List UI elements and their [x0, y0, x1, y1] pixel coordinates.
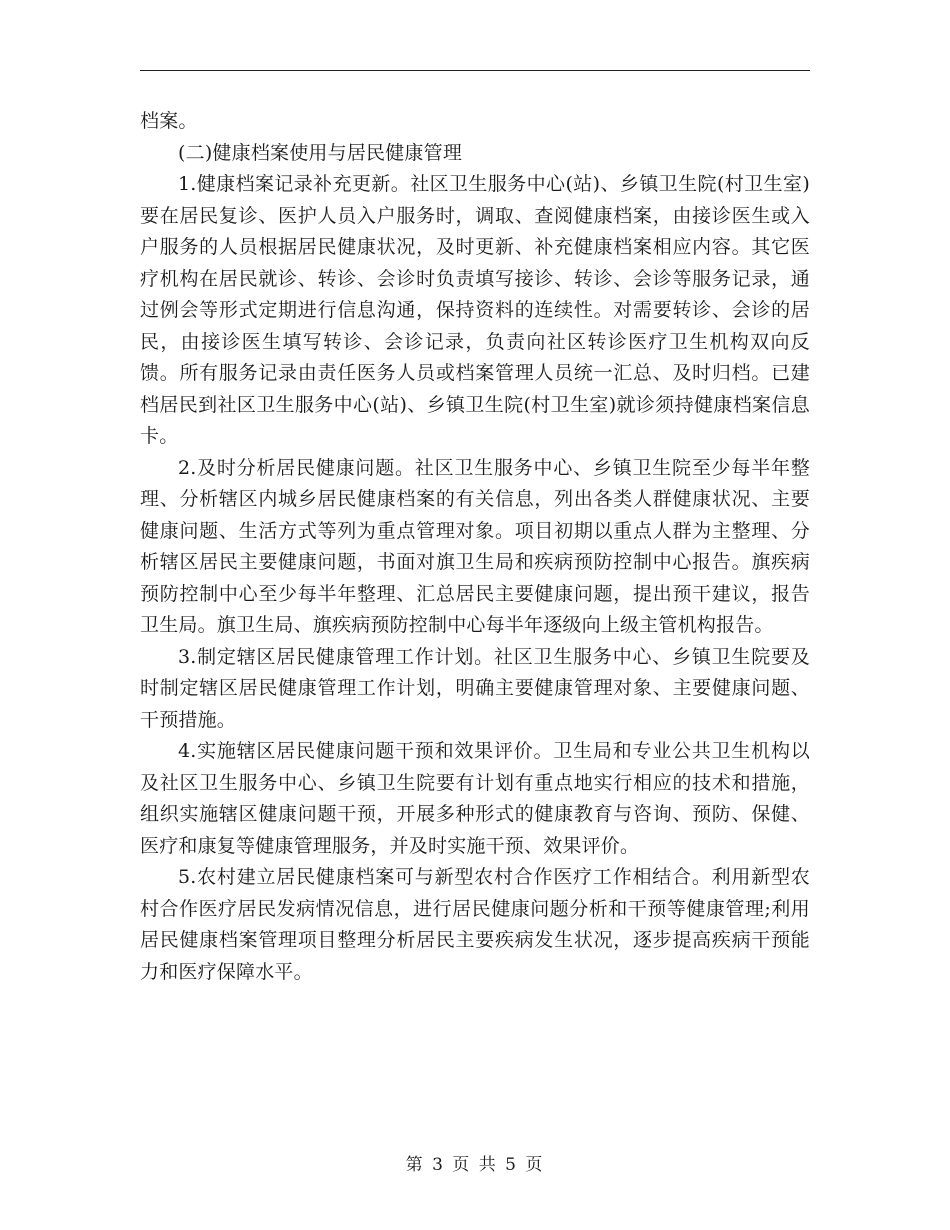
page-number-label: 第 3 页 共 5 页 — [405, 1155, 545, 1175]
paragraph-1: 1.健康档案记录补充更新。社区卫生服务中心(站)、乡镇卫生院(村卫生室)要在居民复诊、医护人员入户服务时，调取、查阅健康档案，由接诊医生或入户服务的人员根据居民健康状况，及时更新、补充健康档案相应内容。其它医疗机构在居民就诊、转诊、会诊时负责填写接诊、转诊、会诊等服务记录，通过例会等形式定期进行信息沟通，保持资料的连续性。对需要转诊、会诊的居民，由接诊医生填写转诊、会诊记录，负责向社区转诊医疗卫生机构双向反馈。所有服务记录由责任医务人员或档案管理人员统一汇总、及时归档。已建档居民到社区卫生服务中心(站)、乡镇卫生院(村卫生室)就诊须持健康档案信息卡。 — [140, 173, 810, 447]
paragraph-3: 3.制定辖区居民健康管理工作计划。社区卫生服务中心、乡镇卫生院要及时制定辖区居民健康管理工作计划，明确主要健康管理对象、主要健康问题、干预措施。 — [140, 645, 810, 731]
section-heading: (二)健康档案使用与居民健康管理 — [178, 141, 463, 164]
paragraph-5: 5.农村建立居民健康档案可与新型农村合作医疗工作相结合。利用新型农村合作医疗居民发病情况信息，进行居民健康问题分析和干预等健康管理;利用居民健康档案管理项目整理分析居民主要疾病发生状况，逐步提高疾病干预能力和医疗保障水平。 — [140, 866, 810, 983]
page-footer — [0, 1150, 950, 1175]
continued-text: 档案。 — [140, 110, 198, 132]
document-body — [140, 106, 810, 988]
paragraph-4: 4.实施辖区居民健康问题干预和效果评价。卫生局和专业公共卫生机构以及社区卫生服务中心、乡镇卫生院要有计划有重点地实行相应的技术和措施，组织实施辖区健康问题干预，开展多种形式的健康教育与咨询、预防、保健、医疗和康复等健康管理服务，并及时实施干预、效果评价。 — [140, 740, 810, 857]
header-rule — [140, 70, 810, 71]
paragraph-2: 2.及时分析居民健康问题。社区卫生服务中心、乡镇卫生院至少每半年整理、分析辖区内城乡居民健康档案的有关信息，列出各类人群健康状况、主要健康问题、生活方式等列为重点管理对象。项目初期以重点人群为主整理、分析辖区居民主要健康问题，书面对旗卫生局和疾病预防控制中心报告。旗疾病预防控制中心至少每半年整理、汇总居民主要健康问题，提出预干建议，报告卫生局。旗卫生局、旗疾病预防控制中心每半年逐级向上级主管机构报告。 — [140, 456, 810, 636]
